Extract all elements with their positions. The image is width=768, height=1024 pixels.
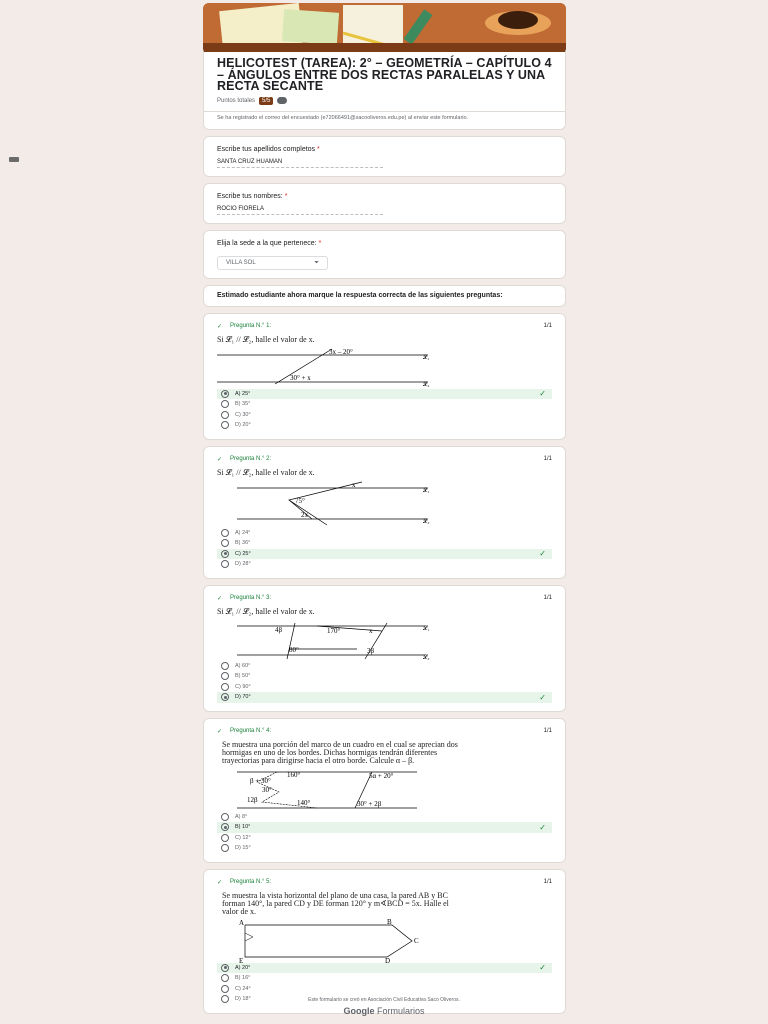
svg-text:160°: 160°: [287, 770, 301, 779]
svg-text:140°: 140°: [297, 798, 311, 807]
check-icon: ✓: [539, 692, 546, 702]
svg-text:30° + 2β: 30° + 2β: [357, 799, 382, 808]
option-c[interactable]: C) 24°: [217, 984, 552, 995]
check-icon: ✓: [217, 728, 223, 735]
question-score: 1/1: [543, 879, 552, 885]
option-a[interactable]: A) 25° ✓: [217, 389, 552, 400]
question-card-4: [203, 718, 566, 863]
required-mark: *: [284, 193, 288, 200]
svg-text:𝓛₂: 𝓛₂: [423, 518, 430, 525]
option-a[interactable]: A) 20° ✓: [217, 963, 552, 974]
form-title: HELICOTEST (TAREA): 2° – GEOMETRÍA – CAPÍTULO 4 – ÁNGULOS ENTRE DOS RECTAS PARALELAS Y UNA RECTA SECANTE: [217, 56, 552, 93]
check-icon: ✓: [217, 323, 223, 330]
sede-select[interactable]: [217, 256, 328, 270]
svg-text:4β: 4β: [275, 625, 283, 634]
problem-text: Si 𝓛₁ // 𝓛₂, halle el valor de x.: [217, 467, 315, 477]
svg-text:𝓛₁: 𝓛₁: [423, 625, 430, 632]
svg-text:E: E: [239, 956, 244, 963]
svg-text:80°: 80°: [289, 645, 299, 654]
option-d[interactable]: D) 70° ✓: [217, 692, 552, 703]
option-a[interactable]: A) 24°: [217, 528, 552, 539]
sede-label: Elija la sede a la que pertenece:: [217, 240, 317, 247]
option-b[interactable]: B) 50°: [217, 671, 552, 682]
svg-text:A: A: [239, 918, 245, 927]
option-b[interactable]: B) 10° ✓: [217, 822, 552, 833]
svg-text:𝓛₁: 𝓛₁: [423, 354, 430, 361]
check-icon: ✓: [217, 456, 223, 463]
intro-card: [203, 285, 566, 307]
check-icon: ✓: [217, 879, 223, 886]
problem-text: Si 𝓛₁ // 𝓛₂, halle el valor de x.: [217, 606, 315, 616]
sede-value: VILLA SOL: [226, 260, 256, 266]
svg-text:𝓛₂: 𝓛₂: [423, 381, 430, 388]
question-score: 1/1: [543, 728, 552, 734]
svg-text:170°: 170°: [327, 626, 341, 635]
question-card-1: [203, 313, 566, 440]
check-icon: ✓: [539, 963, 546, 973]
dropdown-arrow-icon: ⏷: [314, 259, 319, 266]
option-d[interactable]: D) 28°: [217, 559, 552, 570]
form-header-card: [203, 49, 566, 130]
names-label: Escribe tus nombres:: [217, 193, 283, 200]
svg-text:30°: 30°: [262, 785, 272, 794]
figure-q2: [217, 480, 437, 528]
question-score: 1/1: [543, 456, 552, 462]
check-icon: ✓: [539, 549, 546, 559]
svg-text:x: x: [352, 480, 356, 489]
option-c[interactable]: C) 12°: [217, 833, 552, 844]
option-b[interactable]: B) 16°: [217, 973, 552, 984]
question-label: Pregunta N.° 4:: [230, 728, 272, 734]
brand-google: Google: [343, 1006, 375, 1016]
names-question: [203, 183, 566, 224]
question-card-3: [203, 585, 566, 712]
angle-label: 30° + x: [290, 373, 311, 382]
option-b[interactable]: B) 36°: [217, 538, 552, 549]
email-notice: Se ha registrado el correo del encuestado (e72066491@sacooliveros.edu.pe) al enviar este formulario.: [217, 114, 469, 121]
option-c[interactable]: C) 30°: [217, 410, 552, 421]
figure-q1: [217, 347, 437, 389]
option-a[interactable]: A) 60°: [217, 661, 552, 672]
google-forms-logo[interactable]: [0, 1006, 768, 1016]
names-field[interactable]: ROCIO FIORELA: [217, 206, 383, 215]
question-label: Pregunta N.° 3:: [230, 595, 272, 601]
question-score: 1/1: [543, 323, 552, 329]
required-mark: *: [317, 146, 320, 153]
option-d[interactable]: D) 18°: [217, 994, 552, 1005]
question-card-5: [203, 869, 566, 1014]
figure-q5: [217, 919, 437, 963]
svg-text:β + 30°: β + 30°: [250, 776, 271, 785]
surname-question: [203, 136, 566, 177]
question-score: 1/1: [543, 595, 552, 601]
option-c[interactable]: C) 90°: [217, 682, 552, 693]
svg-text:12β: 12β: [247, 795, 258, 804]
option-c[interactable]: C) 25° ✓: [217, 549, 552, 560]
surname-field[interactable]: SANTA CRUZ HUAMAN: [217, 159, 383, 168]
help-icon[interactable]: [277, 97, 287, 104]
angle-label: 3x – 20°: [329, 347, 353, 356]
problem-text: Se muestra una porción del marco de un cuadro en el cual se aprecian dos hormigas en uno de los bordes. Dichas hormigas tendrán diferentes trayectorias para dirigirse hacia el otro borde. Calcule α – β.: [222, 739, 458, 765]
option-d[interactable]: D) 15°: [217, 843, 552, 854]
question-label: Pregunta N.° 1:: [230, 323, 272, 329]
option-a[interactable]: A) 8°: [217, 812, 552, 823]
question-label: Pregunta N.° 5:: [230, 879, 272, 885]
svg-text:3β: 3β: [367, 646, 375, 655]
check-icon: ✓: [217, 595, 223, 602]
svg-text:D: D: [385, 956, 391, 963]
svg-text:B: B: [387, 918, 392, 926]
svg-text:2x: 2x: [301, 510, 308, 519]
option-b[interactable]: B) 35°: [217, 399, 552, 410]
svg-text:𝓛₂: 𝓛₂: [423, 654, 430, 661]
divider: [204, 111, 565, 112]
brand-forms: Formularios: [377, 1006, 425, 1016]
svg-text:C: C: [414, 936, 419, 945]
total-points: [217, 97, 552, 105]
problem-text: Si 𝓛₁ // 𝓛₂, halle el valor de x.: [217, 334, 315, 344]
question-label: Pregunta N.° 2:: [230, 456, 272, 462]
figure-q4: [217, 768, 437, 812]
check-icon: ✓: [539, 389, 546, 399]
intro-text: Estimado estudiante ahora marque la respuesta correcta de las siguientes preguntas:: [217, 292, 503, 299]
option-d[interactable]: D) 20°: [217, 420, 552, 431]
points-badge: 5/5: [259, 97, 273, 105]
question-card-2: [203, 446, 566, 579]
svg-text:75°: 75°: [295, 496, 305, 505]
problem-text: Se muestra la vista horizontal del plano de una casa, la pared AB y BC forman 140°, la pared CD y DE forman 120° y m∢BCD = 5x. Halle el valor de x.: [222, 890, 449, 916]
side-panel-icon[interactable]: [9, 157, 19, 162]
points-label: Puntos totales: [217, 97, 256, 104]
form-container: [203, 3, 566, 1014]
surname-label: Escribe tus apellidos completos: [217, 146, 316, 153]
header-banner-image: [203, 3, 566, 49]
footer-note: Este formulario se creó en Asociación Civil Educativa Saco Oliveros.: [308, 997, 460, 1003]
check-icon: ✓: [539, 822, 546, 832]
required-mark: *: [318, 240, 322, 247]
sede-question: [203, 230, 566, 279]
svg-text:𝓛₁: 𝓛₁: [423, 487, 430, 494]
svg-text:x: x: [369, 626, 373, 635]
figure-q3: [217, 619, 437, 661]
svg-text:5α + 20°: 5α + 20°: [369, 771, 394, 780]
